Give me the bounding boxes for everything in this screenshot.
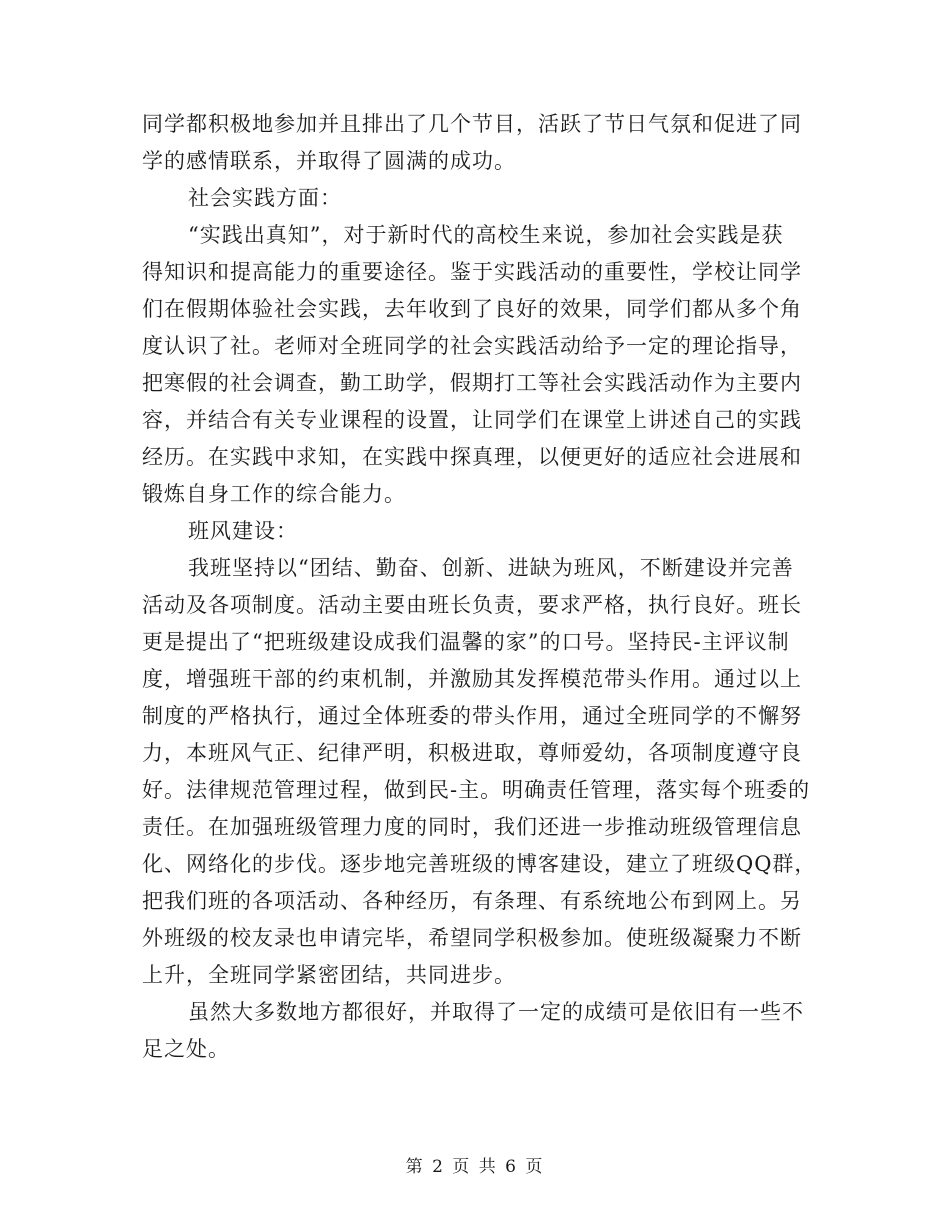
text-line: 把寒假的社会调查，勤工助学，假期打工等社会实践活动作为主要内 [142, 371, 802, 395]
text-line: 把我们班的各项活动、各种经历，有条理、有系统地公布到网上。另 [142, 889, 802, 913]
text-line: 们在假期体验社会实践，去年收到了良好的效果，同学们都从多个角 [142, 297, 802, 321]
text-line: 得知识和提高能力的重要途径。鉴于实践活动的重要性，学校让同学 [142, 260, 802, 284]
text-line: 社会实践方面： [188, 186, 342, 210]
text-line: 锻炼自身工作的综合能力。 [142, 482, 406, 506]
text-line: 经历。在实践中求知，在实践中探真理，以便更好的适应社会进展和 [142, 445, 802, 469]
text-line: 同学都积极地参加并且排出了几个节目，活跃了节日气氛和促进了同 [142, 112, 802, 136]
text-line: 力，本班风气正、纪律严明，积极进取，尊师爱幼，各项制度遵守良 [142, 741, 802, 765]
text-line: 外班级的校友录也申请完毕，希望同学积极参加。使班级凝聚力不断 [142, 926, 802, 950]
text-line: 容，并结合有关专业课程的设置，让同学们在课堂上讲述自己的实践 [142, 408, 802, 432]
text-line: 责任。在加强班级管理力度的同时，我们还进一步推动班级管理信息 [142, 815, 802, 839]
text-line: 上升，全班同学紧密团结，共同进步。 [142, 963, 516, 987]
text-line: “实践出真知”，对于新时代的高校生来说，参加社会实践是获 [188, 223, 784, 247]
document-body [142, 106, 817, 1068]
page-footer: 第 2 页 共 6 页 [405, 1157, 545, 1177]
text-line: 化、网络化的步伐。逐步地完善班级的博客建设，建立了班级QQ群， [142, 852, 817, 876]
text-line: 度，增强班干部的约束机制，并激励其发挥模范带头作用。通过以上 [142, 667, 802, 691]
text-line: 虽然大多数地方都很好，并取得了一定的成绩可是依旧有一些不 [188, 1000, 804, 1024]
text-line: 度认识了社。老师对全班同学的社会实践活动给予一定的理论指导， [142, 334, 802, 358]
text-line: 学的感情联系，并取得了圆满的成功。 [142, 149, 516, 173]
text-line: 活动及各项制度。活动主要由班长负责，要求严格，执行良好。班长 [142, 593, 802, 617]
text-line: 更是提出了“把班级建设成我们温馨的家”的口号。坚持民-主评议制 [142, 630, 790, 654]
text-line: 好。法律规范管理过程，做到民-主。明确责任管理，落实每个班委的 [142, 778, 811, 802]
text-line: 我班坚持以“团结、勤奋、创新、进缺为班风，不断建设并完善 [188, 556, 794, 580]
text-line: 足之处。 [142, 1037, 230, 1061]
text-line: 班风建设： [188, 519, 298, 543]
text-line: 制度的严格执行，通过全体班委的带头作用，通过全班同学的不懈努 [142, 704, 802, 728]
